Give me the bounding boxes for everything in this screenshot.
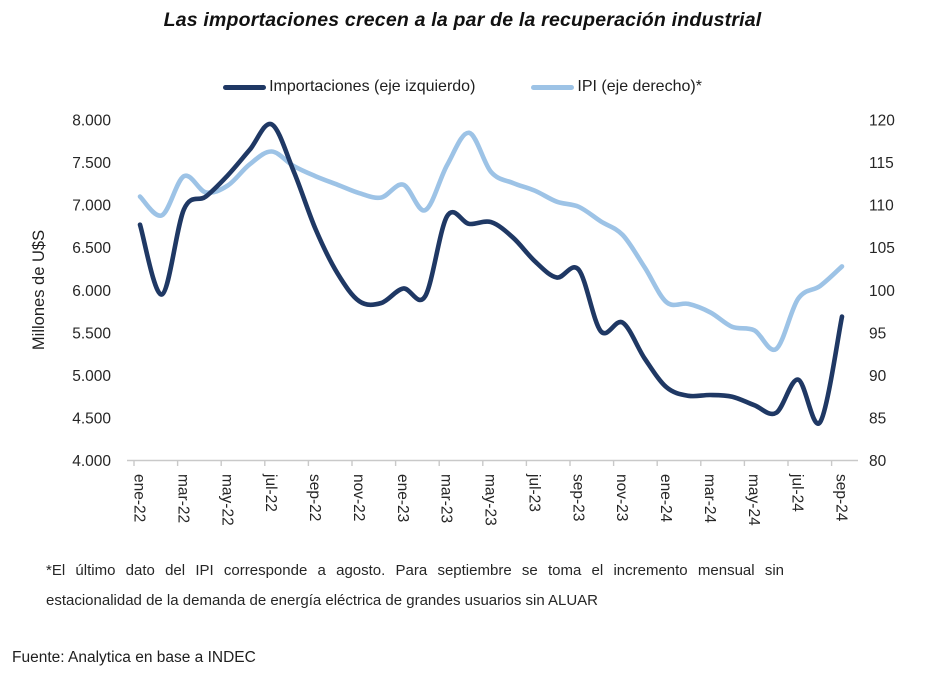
left-axis-tick-label: 6.000 bbox=[72, 282, 111, 300]
x-axis-tick-label: may-24 bbox=[744, 474, 762, 526]
left-axis-tick-label: 7.500 bbox=[72, 155, 111, 173]
right-axis-tick-label: 105 bbox=[869, 240, 895, 258]
x-axis-tick-label: nov-23 bbox=[613, 474, 631, 522]
x-axis-tick-label: sep-23 bbox=[569, 474, 587, 522]
x-axis-tick-label: mar-23 bbox=[437, 474, 455, 524]
x-axis-labels bbox=[131, 473, 850, 526]
left-axis-title: Millones de U$S bbox=[30, 229, 48, 351]
right-axis-labels bbox=[869, 113, 895, 471]
right-axis-tick-label: 110 bbox=[869, 197, 894, 215]
legend-label-importaciones: Importaciones (eje izquierdo) bbox=[269, 78, 476, 95]
x-axis-tick-label: sep-22 bbox=[306, 474, 323, 522]
x-axis-tick-label: may-23 bbox=[481, 474, 499, 526]
legend-label-ipi: IPI (eje derecho)* bbox=[577, 78, 702, 95]
right-axis-tick-label: 100 bbox=[869, 282, 895, 300]
x-axis-tick-label: may-22 bbox=[218, 474, 236, 526]
left-axis-tick-label: 4.000 bbox=[72, 453, 111, 470]
left-axis-tick-label: 4.500 bbox=[72, 410, 111, 428]
source-credit: Fuente: Analytica en base a INDEC bbox=[12, 649, 256, 666]
right-axis-tick-label: 115 bbox=[869, 155, 894, 173]
right-axis-tick-label: 85 bbox=[869, 410, 887, 428]
x-axis-tick-label: jul-24 bbox=[788, 474, 806, 512]
x-axis-tick-label: ene-22 bbox=[130, 474, 148, 523]
left-axis-tick-label: 5.500 bbox=[72, 325, 111, 343]
x-axis-tick-label: sep-24 bbox=[832, 474, 850, 522]
x-axis-tick-label: jul-23 bbox=[525, 474, 543, 512]
x-axis bbox=[127, 461, 858, 467]
right-axis-tick-label: 90 bbox=[869, 367, 887, 385]
x-axis-tick-label: jul-22 bbox=[262, 474, 280, 512]
right-axis-tick-label: 95 bbox=[869, 325, 887, 343]
right-axis-tick-label: 80 bbox=[869, 453, 887, 470]
footnote: *El último dato del IPI corresponde a agosto. Para septiembre se toma el incremento mensual sin estacionalidad de la demanda de energía eléctrica de grandes usuarios sin ALUAR bbox=[46, 562, 784, 609]
ipi-line bbox=[140, 133, 842, 350]
left-axis-tick-label: 6.500 bbox=[72, 240, 111, 258]
x-axis-tick-label: ene-24 bbox=[657, 474, 674, 523]
x-axis-tick-label: mar-24 bbox=[700, 474, 718, 524]
x-axis-tick-label: mar-22 bbox=[174, 474, 192, 524]
left-axis-tick-label: 7.000 bbox=[72, 197, 111, 215]
chart-title: Las importaciones crecen a la par de la recuperación industrial bbox=[163, 9, 762, 31]
left-axis-tick-label: 8.000 bbox=[72, 112, 111, 130]
x-axis-tick-label: ene-23 bbox=[393, 474, 411, 523]
x-axis-tick-label: nov-22 bbox=[349, 474, 367, 522]
left-axis-labels bbox=[72, 113, 111, 471]
right-axis-tick-label: 120 bbox=[869, 112, 895, 130]
left-axis-tick-label: 5.000 bbox=[72, 367, 111, 385]
